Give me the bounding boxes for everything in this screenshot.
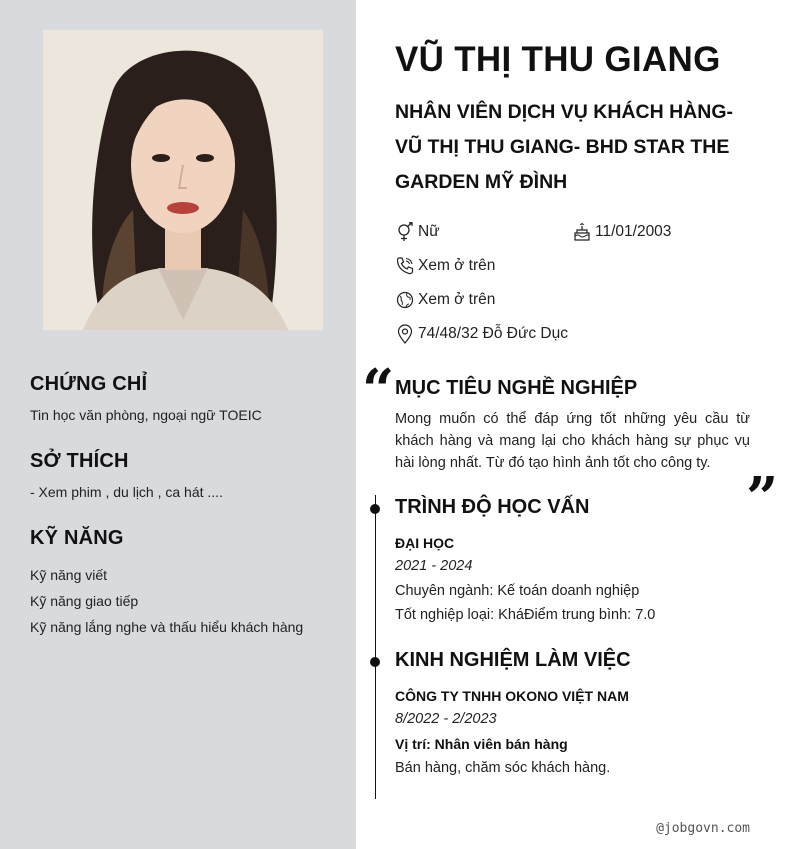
education-period: 2021 - 2024 (395, 558, 473, 574)
skills-heading: KỸ NĂNG (30, 527, 124, 549)
gender-icon (395, 222, 415, 242)
email-row (395, 290, 495, 310)
portrait-illustration (43, 30, 323, 330)
job-title-line: NHÂN VIÊN DỊCH VỤ KHÁCH HÀNG- (395, 101, 734, 123)
experience-company: CÔNG TY TNHH OKONO VIỆT NAM (395, 688, 629, 704)
certificates-text: Tin học văn phòng, ngoại ngữ TOEIC (30, 407, 262, 423)
experience-heading: KINH NGHIỆM LÀM VIỆC (395, 649, 631, 671)
timeline-line (375, 495, 376, 799)
close-quote-icon: ” (746, 465, 779, 531)
phone-value: Xem ở trên (418, 257, 496, 274)
timeline-dot (370, 657, 380, 667)
phone-row (395, 256, 495, 276)
profile-photo (43, 30, 323, 330)
skill-item: Kỹ năng lắng nghe và thấu hiểu khách hàng (30, 619, 304, 635)
hobbies-text: - Xem phim , du lịch , ca hát .... (30, 484, 223, 500)
certificates-section (30, 373, 340, 423)
objective-text: Mong muốn có thể đáp ứng tốt những yêu cầu từ khách hàng và mang lại cho khách hàng sự phục vụ hài lòng nhất. Từ đó tạo hình ảnh tốt cho công ty. (395, 411, 750, 471)
objective-heading: MỤC TIÊU NGHỀ NGHIỆP (395, 377, 638, 399)
job-title-line: GARDEN MỸ ĐÌNH (395, 171, 568, 193)
hobbies-heading: SỞ THÍCH (30, 450, 129, 472)
skill-item: Kỹ năng giao tiếp (30, 593, 139, 609)
skills-section (30, 527, 340, 640)
education-major: Chuyên ngành: Kế toán doanh nghiệp (395, 583, 640, 599)
location-pin-icon (395, 324, 415, 344)
education-level: ĐẠI HỌC (395, 535, 455, 551)
hobbies-section (30, 450, 340, 500)
globe-icon (395, 290, 415, 310)
gender-row (395, 222, 440, 242)
address-value: 74/48/32 Đỗ Đức Dục (418, 325, 568, 342)
gender-value: Nữ (418, 223, 440, 240)
certificates-heading: CHỨNG CHỈ (30, 373, 148, 395)
email-value: Xem ở trên (418, 291, 496, 308)
address-row (395, 324, 568, 344)
cake-icon (572, 222, 592, 242)
job-title-line: VŨ THỊ THU GIANG- BHD STAR THE (395, 136, 730, 158)
experience-description: Bán hàng, chăm sóc khách hàng. (395, 760, 611, 776)
open-quote-icon: “ (362, 357, 395, 423)
experience-position: Vị trí: Nhân viên bán hàng (395, 736, 568, 752)
birthdate-row (572, 222, 671, 242)
education-grade: Tốt nghiệp loại: KháĐiểm trung bình: 7.0 (395, 607, 656, 623)
phone-icon (395, 256, 415, 276)
job-title (395, 95, 745, 200)
skill-item: Kỹ năng viết (30, 567, 108, 583)
sidebar (0, 0, 356, 849)
timeline-dot (370, 504, 380, 514)
experience-period: 8/2022 - 2/2023 (395, 711, 497, 727)
birthdate-value: 11/01/2003 (595, 223, 672, 240)
education-heading: TRÌNH ĐỘ HỌC VẤN (395, 496, 590, 518)
candidate-name: VŨ THỊ THU GIANG (395, 40, 721, 79)
footer-watermark: @jobgovn.com (656, 821, 750, 836)
